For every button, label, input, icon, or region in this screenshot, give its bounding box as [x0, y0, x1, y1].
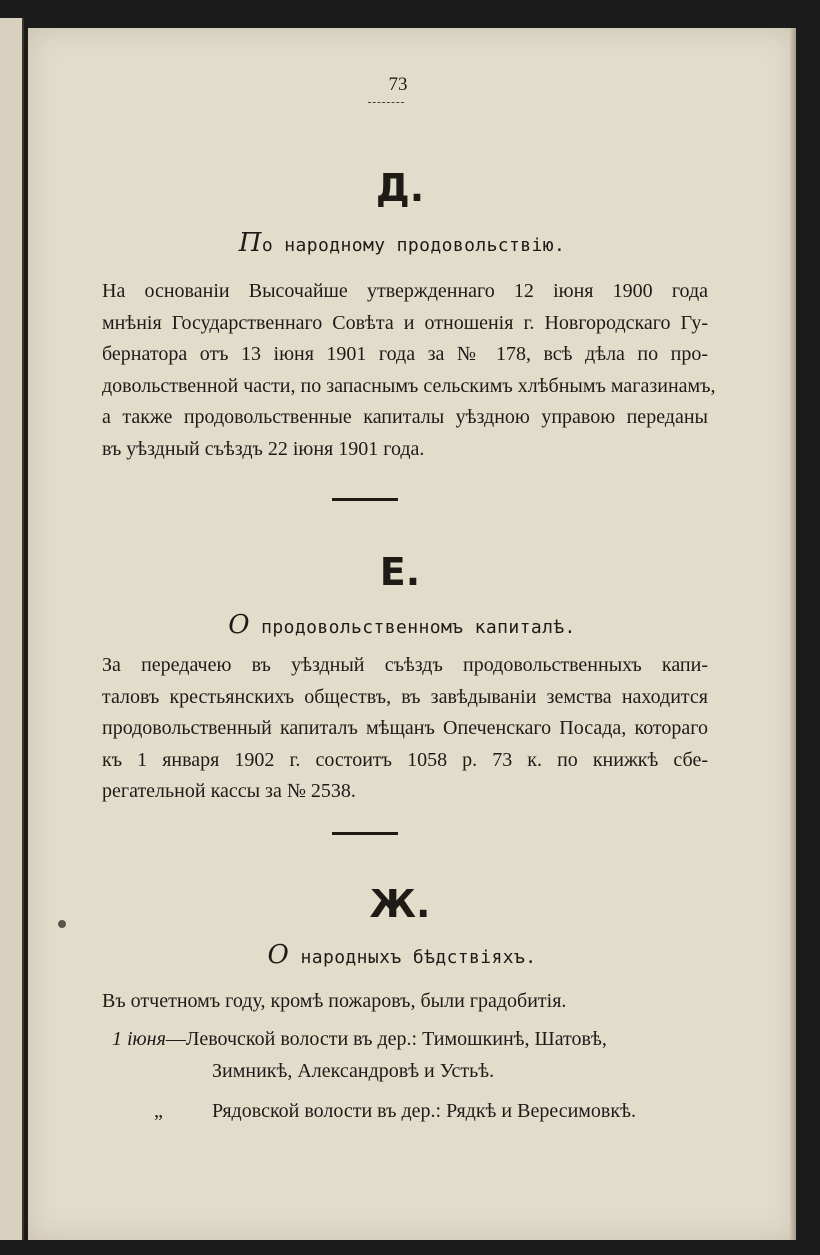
- section-e-paragraph: [102, 650, 708, 808]
- section-d-heading: [18, 228, 786, 258]
- paragraph-line: За передачею въ уѣздный съѣздъ продовольственныхъ капи-: [102, 654, 708, 676]
- section-zh-heading-text: народныхъ бѣдствіяхъ.: [289, 947, 537, 968]
- paragraph-line: въ уѣздный съѣздъ 22 іюня 1901 года.: [102, 437, 425, 460]
- section-d-paragraph: [102, 276, 716, 465]
- section-divider: [332, 832, 398, 835]
- page-number-underline: [368, 102, 404, 103]
- paragraph-line: На основаніи Высочайше утвержденнаго 12 іюня 1900 года: [102, 280, 708, 302]
- entry-date: 1 іюня: [112, 1028, 166, 1050]
- section-divider: [332, 498, 398, 501]
- section-e-heading: [18, 610, 786, 640]
- paragraph-line: продовольственный капиталъ мѣщанъ Опеченскаго Посада, котораго: [102, 717, 708, 739]
- page-number: 73: [388, 74, 408, 95]
- hail-entry-2: Рядовской волости въ дер.: Рядкѣ и Вересимовкѣ.: [212, 1100, 636, 1122]
- hail-entry-1: [112, 1028, 607, 1051]
- entry-text: Левочской волости въ дер.: Тимошкинѣ, Шатовѣ,: [185, 1028, 607, 1050]
- section-e-heading-text: продовольственномъ капиталѣ.: [249, 617, 576, 638]
- section-zh-intro: Въ отчетномъ году, кромѣ пожаровъ, были градобитія.: [102, 990, 567, 1012]
- section-d-letter: Д.: [375, 166, 425, 210]
- book-page: [28, 28, 796, 1240]
- section-e-heading-initial: О: [228, 610, 250, 640]
- section-d-heading-initial: П: [238, 228, 262, 258]
- paragraph-line: мнѣнія Государственнаго Совѣта и отношенія г. Новгородскаго Гу-: [102, 311, 708, 334]
- entry-dash: —: [165, 1028, 186, 1050]
- paragraph-line: а также продовольственные капиталы уѣздною управою переданы: [102, 406, 708, 428]
- paragraph-line: таловъ крестьянскихъ обществъ, въ завѣдываніи земства находится: [102, 685, 708, 708]
- paragraph-line: бернатора отъ 13 іюня 1901 года за № 178, всѣ дѣла по про-: [102, 343, 708, 365]
- paragraph-line: довольственной части, по запаснымъ сельскимъ хлѣбнымъ магазинамъ,: [102, 374, 716, 397]
- section-d-heading-text: о народному продовольствію.: [261, 235, 566, 256]
- section-zh-letter: Ж.: [369, 882, 431, 926]
- ink-blot: [58, 920, 66, 928]
- paragraph-line: къ 1 января 1902 г. состоитъ 1058 р. 73 к. по книжкѣ сбе-: [102, 748, 708, 771]
- section-zh-heading-initial: О: [267, 940, 290, 970]
- hail-entry-2-ditto: „: [154, 1100, 163, 1122]
- section-e-letter: Е.: [379, 550, 421, 594]
- hail-entry-1-continuation: Зимникѣ, Александровѣ и Устьѣ.: [212, 1060, 495, 1082]
- paragraph-line: регательной кассы за № 2538.: [102, 780, 356, 802]
- page-edge-shadow: [790, 28, 796, 1240]
- section-zh-heading: [18, 940, 786, 970]
